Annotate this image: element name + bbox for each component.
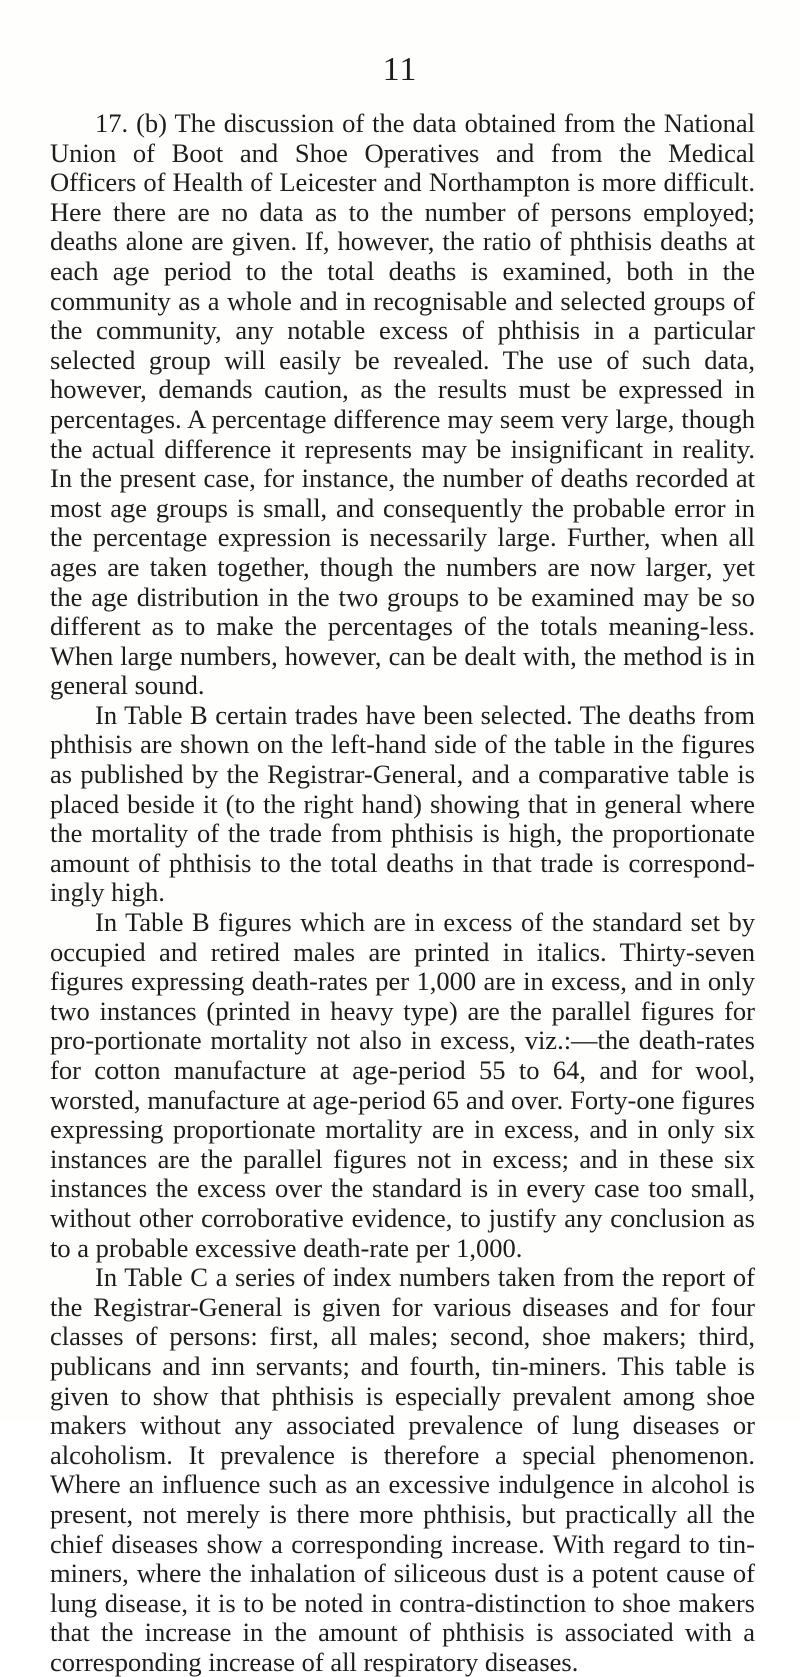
paragraph-table-b-figures: In Table B figures which are in excess of the standard set by occupied and retired males are printed in italics. Thirty-seven figures expressing death-rates per 1,000 are in excess, and in only two instances (printed in heavy type) are the parallel figures for pro-portionate mortality not also in excess, viz.:—the death-rates for cotton manufacture at age-period 55 to 64, and for wool, worsted, manufacture at age-period 65 and over. Forty-one figures expressing proportionate mortality are in excess, and in only six instances are the parallel figures not in excess; and in these six instances the excess over the standard is in every case too small, without other corroborative evidence, to justify any conclusion as to a probable excessive death-rate per 1,000.	[50, 907, 755, 1263]
paragraph-17b: 17. (b) The discussion of the data obtained from the National Union of Boot and Shoe Operatives and from the Medical Officers of Health of Leicester and Northampton is more difficult. Here there are no data as to the number of persons employed; deaths alone are given. If, however, the ratio of phthisis deaths at each age period to the total deaths is examined, both in the community as a whole and in recognisable and selected groups of the community, any notable excess of phthisis in a particular selected group will easily be revealed. The use of such data, however, demands caution, as the results must be expressed in percentages. A percentage difference may seem very large, though the actual difference it represents may be insignificant in reality. In the present case, for instance, the number of deaths recorded at most age groups is small, and consequently the probable error in the percentage expression is necessarily large. Further, when all ages are taken together, though the numbers are now larger, yet the age distribution in the two groups to be examined may be so different as to make the percentages of the totals meaning-less. When large numbers, however, can be dealt with, the method is in general sound.	[50, 108, 755, 701]
paragraph-table-c: In Table C a series of index numbers taken from the report of the Registrar-General is given for various diseases and for four classes of persons: first, all males; second, shoe makers; third, publicans and inn servants; and fourth, tin-miners. This table is given to show that phthisis is especially prevalent among shoe makers without any associated prevalence of lung diseases or alcoholism. It prevalence is therefore a special phenomenon. Where an influence such as an excessive indulgence in alcohol is present, not merely is there more phthisis, but practically all the chief diseases show a corresponding increase. With regard to tin-miners, where the inhalation of siliceous dust is a potent cause of lung disease, it is to be noted in contra-distinction to shoe makers that the increase in the amount of phthisis is associated with a corresponding increase of all respiratory diseases.	[50, 1262, 755, 1677]
page-number: 11	[382, 51, 418, 88]
body-text	[50, 109, 755, 1677]
paragraph-table-b-trades: In Table B certain trades have been selected. The deaths from phthisis are shown on the left-hand side of the table in the figures as published by the Registrar-General, and a comparative table is placed beside it (to the right hand) showing that in general where the mortality of the trade from phthisis is high, the proportionate amount of phthisis to the total deaths in that trade is correspond-ingly high.	[50, 699, 755, 908]
